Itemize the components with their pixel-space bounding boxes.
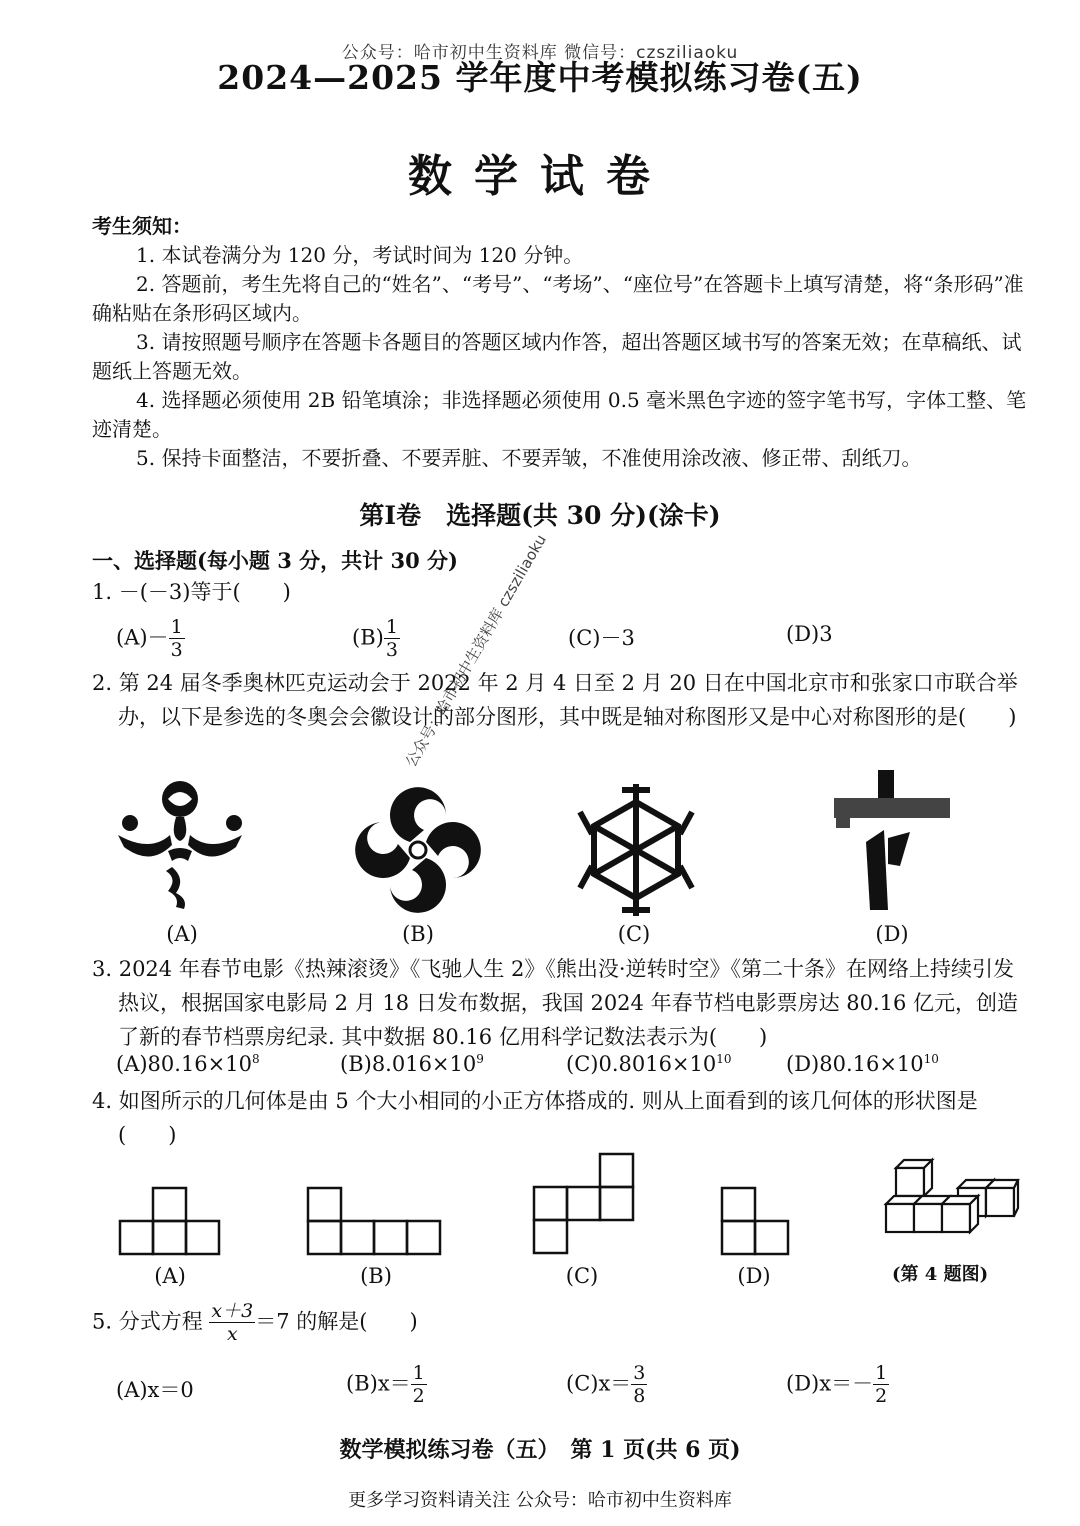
notice-block xyxy=(92,212,1032,473)
q4-label-b: (B) xyxy=(360,1264,392,1288)
question-2-stem: 2. 第 24 届冬季奥林匹克运动会于 2022 年 2 月 4 日至 2 月 20 日在中国北京市和张家口市联合举办，以下是参选的冬奥会会徽设计的部分图形，其中既是轴对称图形又是中心对称图形的是( ) xyxy=(92,671,1018,729)
q1-option-b xyxy=(352,618,400,660)
question-4-stem: 4. 如图所示的几何体是由 5 个大小相同的小正方体搭成的. 则从上面看到的该几何体的形状图是( ) xyxy=(92,1089,978,1147)
fraction: $\frac{1}{2}$ xyxy=(412,1362,425,1407)
notice-item: 3. 请按照题号顺序在答题卡各题目的答题区域内作答，超出答题区域书写的答案无效；在草稿纸、试题纸上答题无效。 xyxy=(92,330,1022,383)
q4-label-d: (D) xyxy=(737,1264,771,1288)
q5-option-c: (C)x＝ $\frac{3}{8}$ xyxy=(566,1362,646,1407)
question-5-stem: 5. 分式方程 $\frac{x+3}{x}$ ＝7 的解是( ) xyxy=(92,1300,418,1345)
diagonal-watermark: 公众号：哈市初中生资料库 czsziliaoku xyxy=(401,531,550,770)
q2-label-a: (A) xyxy=(166,922,198,946)
notice-item: 4. 选择题必须使用 2B 铅笔填涂；非选择题必须使用 0.5 毫米黑色字迹的签字笔书写，字体工整、笔迹清楚。 xyxy=(92,388,1027,441)
q1-option-d: (D)3 xyxy=(786,622,833,646)
emblem-d xyxy=(826,768,956,918)
option-label: (A)－ xyxy=(116,625,169,650)
q3-option-b: $(B)8.016\times 10^9$ xyxy=(340,1052,484,1076)
q4-solid-figure xyxy=(882,1158,1022,1250)
bottom-note: 更多学习资料请关注 公众号：哈市初中生资料库 xyxy=(348,1490,732,1511)
q4-label-c: (C) xyxy=(565,1264,599,1288)
notice-item: 5. 保持卡面整洁，不要折叠、不要弄脏、不要弄皱，不准使用涂改液、修正带、刮纸刀。 xyxy=(136,446,922,470)
q5-option-d: (D)x＝－ $\frac{1}{2}$ xyxy=(786,1362,888,1407)
question-3-stem: 3. 2024 年春节电影《热辣滚烫》《飞驰人生 2》《熊出没·逆转时空》《第二十条》在网络上持续引发热议，根据国家电影局 2 月 18 日发布数据，我国 2024 年春节档电影票房达 80.16 亿元，创造了新的春节档票房纪录. 其中数据 80.16 亿用科学记数法表示为( ) xyxy=(92,957,1019,1049)
fraction: $\frac{1}{3}$ xyxy=(170,616,183,661)
q4-view-a xyxy=(118,1186,222,1256)
q4-view-d xyxy=(720,1186,792,1256)
question-1-stem: 1. －(－3)等于( ) xyxy=(92,580,291,604)
q5-option-a: (A)x＝0 xyxy=(116,1378,194,1402)
fraction: $\frac{x+3}{x}$ xyxy=(211,1300,254,1345)
q3-option-a: $(A)80.16\times 10^8$ xyxy=(116,1052,260,1076)
notice-heading: 考生须知： xyxy=(92,214,192,238)
q2-label-d: (D) xyxy=(875,922,909,946)
emblem-b xyxy=(348,780,488,920)
q2-label-b: (B) xyxy=(402,922,434,946)
option-label: (B) xyxy=(352,625,384,650)
q3-option-d: $(D)80.16\times 10^{10}$ xyxy=(786,1052,939,1076)
q4-view-c xyxy=(532,1152,638,1256)
notice-item: 1. 本试卷满分为 120 分，考试时间为 120 分钟。 xyxy=(136,243,584,267)
q3-option-c: $(C)0.8016\times 10^{10}$ xyxy=(566,1052,732,1076)
part-heading: 一、选择题(每小题 3 分，共计 30 分) xyxy=(92,548,458,573)
q4-label-a: (A) xyxy=(154,1264,186,1288)
emblem-a xyxy=(110,775,250,915)
watermark-top: 公众号：哈市初中生资料库 微信号：czsziliaoku xyxy=(341,43,739,63)
fraction: $\frac{1}{2}$ xyxy=(875,1362,888,1407)
q4-view-b xyxy=(306,1186,446,1256)
fraction: $\frac{3}{8}$ xyxy=(633,1362,646,1407)
notice-item: 2. 答题前，考生先将自己的“姓名”、“考号”、“考场”、“座位号”在答题卡上填写清楚，将“条形码”准确粘贴在条形码区域内。 xyxy=(92,272,1024,325)
q4-figure-caption: (第 4 题图) xyxy=(892,1264,989,1285)
fraction: $\frac{1}{3}$ xyxy=(385,616,398,661)
q5-option-b: (B)x＝ $\frac{1}{2}$ xyxy=(346,1362,425,1407)
q1-option-a xyxy=(116,618,185,660)
emblem-c xyxy=(568,782,704,918)
subject-title: 数学试卷 xyxy=(408,151,672,202)
section-title: 第Ⅰ卷 选择题(共 30 分)(涂卡) xyxy=(359,501,721,530)
q1-option-c: (C)－3 xyxy=(568,626,635,650)
exam-title: 2024—2025 学年度中考模拟练习卷(五) xyxy=(217,58,863,97)
q2-label-c: (C) xyxy=(617,922,651,946)
page-footer: 数学模拟练习卷（五） 第 1 页(共 6 页) xyxy=(339,1437,741,1463)
